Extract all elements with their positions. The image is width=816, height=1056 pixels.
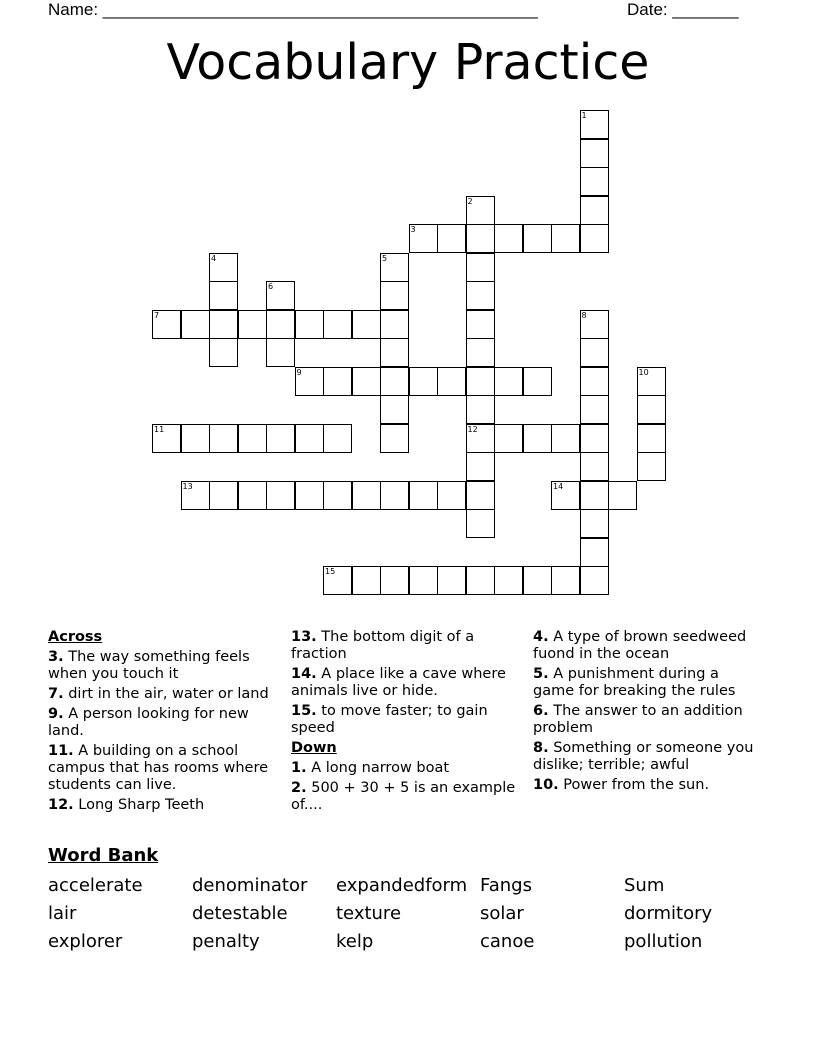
crossword-cell[interactable] xyxy=(580,196,609,225)
clue-down-5: 5. A punishment during a game for breaking the rules xyxy=(533,666,736,699)
clue-across-11: 11. A building on a school campus that has rooms where students can live. xyxy=(48,743,269,793)
crossword-cell[interactable] xyxy=(352,367,381,396)
crossword-cell[interactable] xyxy=(466,452,495,481)
clue-number-label: 11 xyxy=(154,424,165,434)
clue-number-label: 4 xyxy=(211,253,217,263)
crossword-cell[interactable] xyxy=(466,224,495,253)
crossword-cell[interactable] xyxy=(409,481,438,510)
crossword-cell[interactable] xyxy=(494,367,523,396)
crossword-cell[interactable] xyxy=(266,310,295,339)
crossword-cell[interactable] xyxy=(580,395,609,424)
crossword-cell[interactable] xyxy=(523,224,552,253)
clue-number-label: 6 xyxy=(268,282,274,291)
crossword-cell[interactable] xyxy=(466,481,495,510)
crossword-cell[interactable] xyxy=(209,281,238,310)
word-bank-item: texture xyxy=(336,903,402,924)
clue-down-4: 4. A type of brown seedweed fuond in the ocean xyxy=(533,629,747,662)
crossword-cell[interactable] xyxy=(608,481,637,510)
crossword-cell[interactable] xyxy=(637,452,666,481)
crossword-cell[interactable] xyxy=(437,566,466,595)
crossword-cell[interactable] xyxy=(238,424,267,453)
crossword-cell[interactable] xyxy=(580,538,609,567)
crossword-cell[interactable] xyxy=(494,424,523,453)
clue-across-14: 14. A place like a cave where animals live or hide. xyxy=(291,666,506,699)
word-bank-item: Fangs xyxy=(480,875,532,896)
clue-number-label: 15 xyxy=(325,567,336,576)
crossword-cell[interactable] xyxy=(323,424,352,453)
clue-across-7: 7. dirt in the air, water or land xyxy=(48,686,269,702)
crossword-cell[interactable] xyxy=(494,566,523,595)
clue-number-label: 10 xyxy=(638,367,649,377)
crossword-cell[interactable] xyxy=(380,481,409,510)
down-heading: Down xyxy=(291,740,337,756)
crossword-cell[interactable] xyxy=(266,338,295,367)
crossword-cell[interactable] xyxy=(466,338,495,367)
word-bank-title: Word Bank xyxy=(48,845,159,866)
crossword-cell[interactable] xyxy=(494,224,523,253)
crossword-cell[interactable] xyxy=(437,224,466,253)
crossword-cell[interactable] xyxy=(238,481,267,510)
crossword-cell[interactable] xyxy=(580,452,609,481)
crossword-cell[interactable] xyxy=(380,281,409,310)
crossword-cell[interactable] xyxy=(266,481,295,510)
crossword-cell[interactable] xyxy=(580,481,609,510)
crossword-cell[interactable] xyxy=(409,566,438,595)
crossword-cell[interactable] xyxy=(295,310,324,339)
crossword-cell[interactable] xyxy=(466,253,495,282)
clue-number-label: 13 xyxy=(182,481,193,491)
word-bank-item: dormitory xyxy=(624,903,713,924)
crossword-cell[interactable] xyxy=(466,509,495,538)
clue-number-label: 14 xyxy=(553,481,564,491)
clue-number-label: 5 xyxy=(382,253,388,263)
crossword-cell[interactable] xyxy=(209,424,238,453)
clue-number-label: 12 xyxy=(467,424,478,434)
crossword-cell[interactable] xyxy=(380,310,409,339)
clues-column-3 xyxy=(533,629,758,797)
clue-across-15: 15. to move faster; to gain speed xyxy=(291,703,488,736)
crossword-cell[interactable] xyxy=(523,424,552,453)
clue-number-label: 3 xyxy=(410,225,416,234)
crossword-cell[interactable] xyxy=(551,424,580,453)
crossword-cell[interactable] xyxy=(209,310,238,339)
clue-down-1: 1. A long narrow boat xyxy=(291,760,450,776)
word-bank-item: expandedform xyxy=(336,875,468,896)
clue-number-label: 1 xyxy=(581,111,587,120)
crossword-cell[interactable] xyxy=(466,281,495,310)
crossword-cell[interactable] xyxy=(266,424,295,453)
crossword-cell[interactable] xyxy=(352,566,381,595)
crossword-cell[interactable] xyxy=(380,367,409,396)
clue-number-label: 9 xyxy=(296,367,302,377)
name-field-label: Name: ______________________________________________ xyxy=(48,0,538,19)
word-bank-item: accelerate xyxy=(48,875,143,896)
crossword-cell[interactable] xyxy=(209,338,238,367)
word-bank-item: lair xyxy=(48,903,77,924)
crossword-cell[interactable] xyxy=(580,338,609,367)
word-bank-item: kelp xyxy=(336,931,374,952)
crossword-cell[interactable] xyxy=(437,481,466,510)
date-field-label: Date: _______ xyxy=(627,0,739,19)
crossword-cell[interactable] xyxy=(181,424,210,453)
crossword-cell[interactable] xyxy=(238,310,267,339)
clues-column-1 xyxy=(48,629,278,817)
clue-down-6: 6. The answer to an addition problem xyxy=(533,703,743,736)
word-bank-item: explorer xyxy=(48,931,123,952)
word-bank-item: detestable xyxy=(192,903,288,924)
crossword-cell[interactable] xyxy=(295,424,324,453)
crossword-cell[interactable] xyxy=(580,424,609,453)
crossword-cell[interactable] xyxy=(437,367,466,396)
clues-column-2 xyxy=(291,629,521,817)
crossword-cell[interactable] xyxy=(466,310,495,339)
clue-down-2: 2. 500 + 30 + 5 is an example of.... xyxy=(291,780,516,813)
crossword-cell[interactable] xyxy=(380,424,409,453)
word-bank-item: denominator xyxy=(192,875,308,896)
crossword-cell[interactable] xyxy=(295,481,324,510)
crossword-cell[interactable] xyxy=(580,167,609,196)
crossword-cell[interactable] xyxy=(209,481,238,510)
crossword-cell[interactable] xyxy=(580,224,609,253)
crossword-cell[interactable] xyxy=(323,310,352,339)
crossword-cell[interactable] xyxy=(551,566,580,595)
clue-number-label: 2 xyxy=(467,196,473,206)
crossword-cell[interactable] xyxy=(637,395,666,424)
clue-number-label: 8 xyxy=(581,310,587,320)
clue-across-9: 9. A person looking for new land. xyxy=(48,706,249,739)
crossword-cell[interactable] xyxy=(580,509,609,538)
crossword-cell[interactable] xyxy=(551,224,580,253)
word-bank-item: canoe xyxy=(480,931,535,952)
crossword-cell[interactable] xyxy=(352,310,381,339)
crossword-cell[interactable] xyxy=(323,481,352,510)
word-bank-item: Sum xyxy=(624,875,665,896)
clue-across-12: 12. Long Sharp Teeth xyxy=(48,797,205,813)
crossword-cell[interactable] xyxy=(523,367,552,396)
page-title: Vocabulary Practice xyxy=(166,34,650,91)
clue-number-label: 7 xyxy=(154,310,160,320)
crossword-cell[interactable] xyxy=(323,367,352,396)
crossword-cell[interactable] xyxy=(523,566,552,595)
clue-down-8: 8. Something or someone you dislike; terrible; awful xyxy=(533,740,754,773)
crossword-cell[interactable] xyxy=(380,338,409,367)
crossword-cell[interactable] xyxy=(466,395,495,424)
crossword-cell[interactable] xyxy=(466,367,495,396)
across-heading: Across xyxy=(48,629,103,645)
word-bank-item: penalty xyxy=(192,931,260,952)
crossword-cell[interactable] xyxy=(580,367,609,396)
clue-across-3: 3. The way something feels when you touch it xyxy=(48,649,250,682)
word-bank-item: pollution xyxy=(624,931,703,952)
crossword-cell[interactable] xyxy=(181,310,210,339)
crossword-cell[interactable] xyxy=(380,566,409,595)
clue-down-10: 10. Power from the sun. xyxy=(533,777,710,793)
crossword-cell[interactable] xyxy=(380,395,409,424)
crossword-cell[interactable] xyxy=(466,566,495,595)
word-bank-item: solar xyxy=(480,903,524,924)
crossword-cell[interactable] xyxy=(580,566,609,595)
clue-across-13: 13. The bottom digit of a fraction xyxy=(291,629,475,662)
crossword-cell[interactable] xyxy=(580,139,609,168)
crossword-cell[interactable] xyxy=(409,367,438,396)
crossword-cell[interactable] xyxy=(352,481,381,510)
crossword-cell[interactable] xyxy=(637,424,666,453)
